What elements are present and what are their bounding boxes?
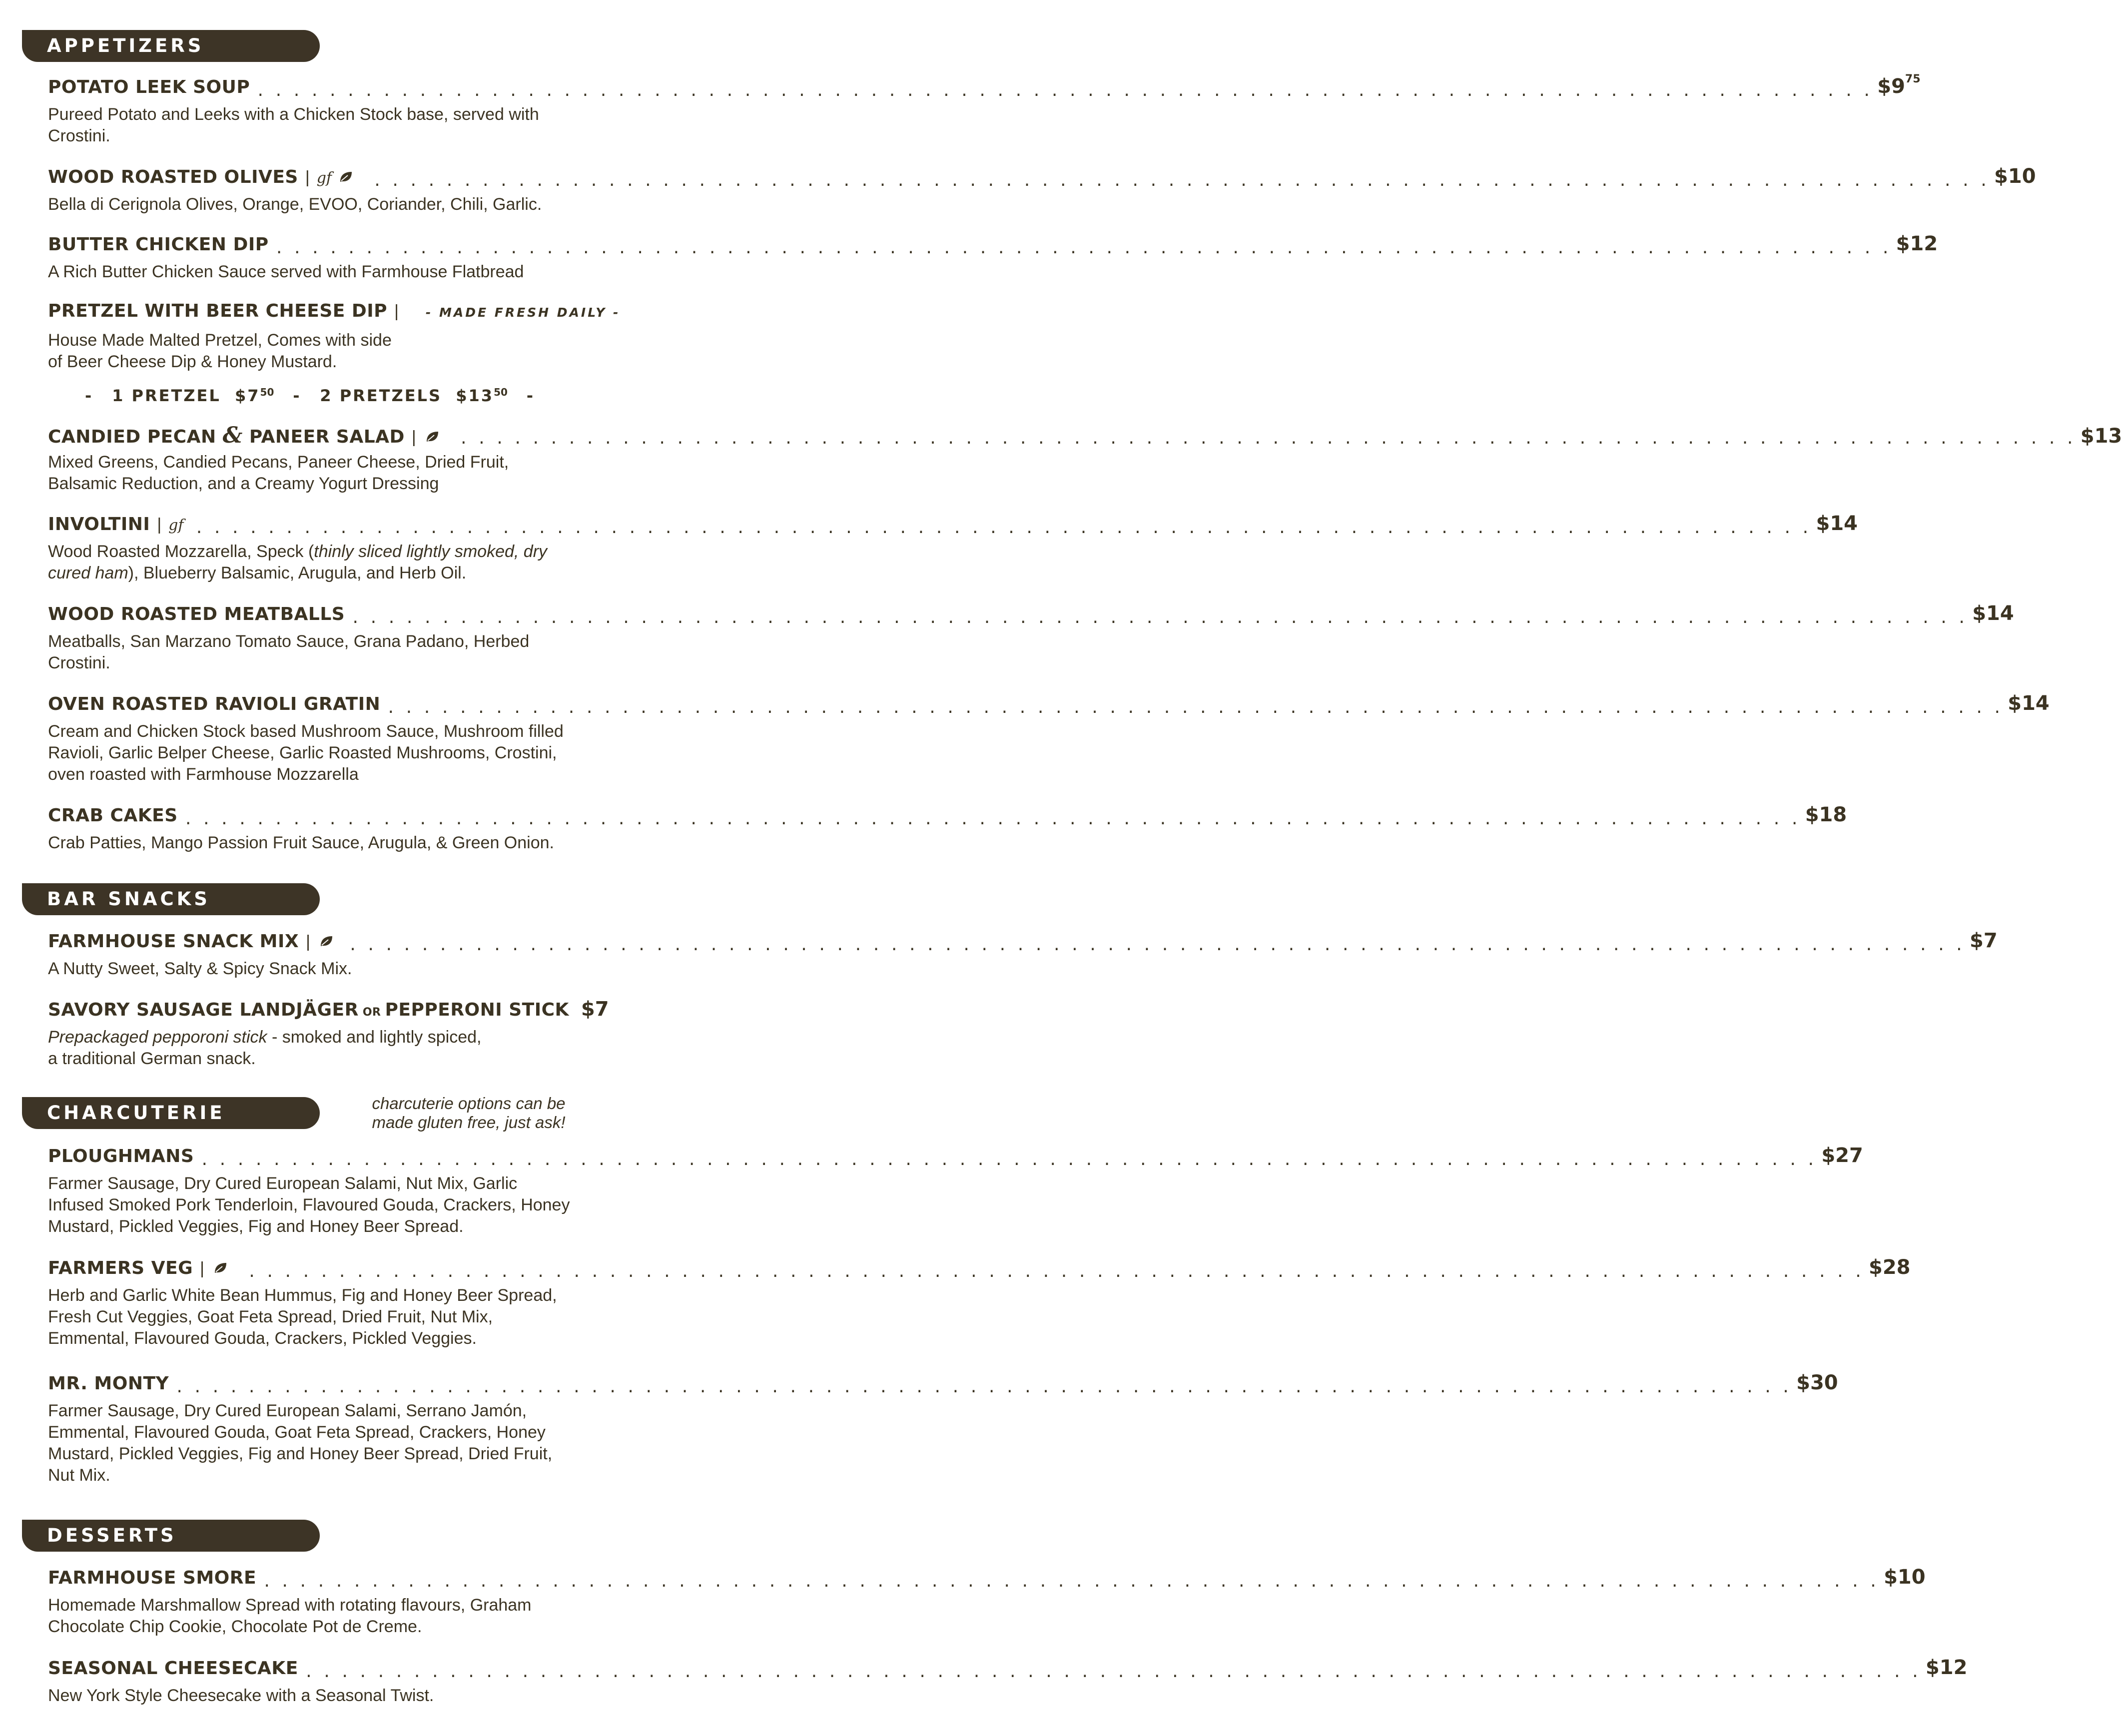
item-price: $7 — [1970, 929, 1998, 952]
item-description-line: of Beer Cheese Dip & Honey Mustard. — [48, 352, 337, 371]
item-name: BUTTER CHICKEN DIP — [48, 234, 269, 255]
item-name: FARMERS VEG — [48, 1258, 193, 1278]
item-description: A Nutty Sweet, Salty & Spicy Snack Mix. — [48, 959, 352, 978]
item-description: Herb and Garlic White Bean Hummus, Fig and Honey Beer Spread, Fresh Cut Veggies, Goat Feta Spread, Dried Fruit, Nut Mix, Emmental, Flavoured Gouda, Crackers, Pickled Veggies. — [48, 1286, 557, 1348]
item-description: Prepackaged pepporoni stick - smoked and lightly spiced, — [48, 1028, 482, 1047]
item-name: CRAB CAKES — [48, 805, 178, 826]
leader-dots — [184, 811, 1799, 828]
item-price: $14 — [2008, 692, 2050, 715]
item-price: $28 — [1869, 1256, 1911, 1279]
leader-dots — [304, 1664, 1920, 1681]
separator: | — [200, 1259, 204, 1278]
leader-dots — [262, 1573, 1878, 1591]
item-description: New York Style Cheesecake with a Seasonal Twist. — [48, 1686, 434, 1705]
separator: | — [306, 932, 310, 951]
separator: | — [411, 428, 416, 447]
item-name: OVEN ROASTED RAVIOLI GRATIN — [48, 694, 381, 714]
menu-item — [48, 73, 1921, 147]
menu-item — [48, 232, 1938, 283]
item-description: Meatballs, San Marzano Tomato Sauce, Grana Padano, Herbed Crostini. — [48, 632, 530, 672]
gluten-free-tag: gf — [168, 517, 184, 534]
item-price: $\$9^{75}$ — [1877, 73, 1921, 98]
menu-item — [48, 1656, 1968, 1707]
pretzel-option-1: 1 PRETZEL $\$7^{50}$ — [112, 386, 274, 405]
appetizers-section — [0, 30, 606, 62]
leaf-icon — [319, 935, 333, 947]
item-name: SEASONAL CHEESECAKE — [48, 1658, 298, 1679]
leader-dots — [351, 609, 1966, 627]
made-fresh-note: - MADE FRESH DAILY - — [425, 305, 621, 320]
menu-item — [48, 165, 2036, 215]
section-title-appetizers: APPETIZERS — [22, 30, 320, 62]
item-description: Bella di Cerignola Olives, Orange, EVOO, Coriander, Chili, Garlic. — [48, 195, 542, 214]
section-title-desserts: DESSERTS — [22, 1520, 320, 1552]
leader-dots — [373, 172, 1988, 190]
section-header — [0, 1094, 606, 1132]
section-header — [0, 883, 606, 915]
leaf-icon — [339, 171, 353, 183]
item-name: INVOLTINI — [48, 514, 150, 535]
item-description-line: a traditional German snack. — [48, 1049, 256, 1068]
item-name: CANDIED PECAN & PANEER SALAD — [48, 423, 405, 448]
item-price: $27 — [1821, 1144, 1863, 1167]
separator: | — [305, 168, 310, 187]
item-price: $30 — [1796, 1371, 1838, 1394]
item-price: $18 — [1805, 803, 1847, 826]
item-description: Farmer Sausage, Dry Cured European Salami, Nut Mix, Garlic Infused Smoked Pork Tenderloin, Flavoured Gouda, Crackers, Honey Mustard, Pickled Veggies, Fig and Honey Beer Spread. — [48, 1174, 570, 1236]
item-name: SAVORY SAUSAGE LANDJÄGER OR PEPPERONI STICK — [48, 1000, 569, 1020]
menu-item — [48, 929, 1998, 980]
item-name: POTATO LEEK SOUP — [48, 77, 250, 97]
item-price: $10 — [1994, 165, 2036, 188]
item-name: WOOD ROASTED MEATBALLS — [48, 604, 345, 624]
menu-item — [48, 1371, 1838, 1486]
leader-dots — [386, 699, 2002, 717]
leaf-icon — [213, 1262, 227, 1274]
menu-item — [48, 1256, 1911, 1349]
menu-item — [48, 423, 2122, 495]
separator: | — [157, 515, 162, 534]
leaf-icon — [425, 431, 439, 443]
item-description-line: House Made Malted Pretzel, Comes with side — [48, 331, 392, 350]
menu-item — [48, 1566, 1926, 1638]
item-price: $7 — [581, 998, 609, 1021]
menu-item — [48, 602, 2014, 674]
charcuterie-section — [0, 1094, 606, 1132]
menu-item — [48, 301, 621, 373]
item-price: $12 — [1896, 232, 1938, 255]
item-description: Wood Roasted Mozzarella, Speck (thinly sliced lightly smoked, dry cured ham), Blueberry Balsamic, Arugula, and Herb Oil. — [48, 542, 548, 582]
leader-dots — [256, 82, 1871, 100]
item-description: Mixed Greens, Candied Pecans, Paneer Cheese, Dried Fruit, Balsamic Reduction, and a Creamy Yogurt Dressing — [48, 453, 509, 493]
leader-dots — [459, 430, 2075, 448]
item-price: $14 — [1972, 602, 2014, 625]
item-name: MR. MONTY — [48, 1373, 169, 1394]
item-description: Cream and Chicken Stock based Mushroom Sauce, Mushroom filled Ravioli, Garlic Belper Cheese, Garlic Roasted Mushrooms, Crostini, oven roasted with Farmhouse Mozzarella — [48, 722, 564, 784]
item-price: $10 — [1884, 1566, 1926, 1589]
item-description: Homemade Marshmallow Spread with rotating flavours, Graham Chocolate Chip Cookie, Chocolate Pot de Creme. — [48, 1596, 532, 1636]
item-name: FARMHOUSE SMORE — [48, 1568, 257, 1588]
item-name: PLOUGHMANS — [48, 1146, 194, 1166]
leader-dots — [275, 240, 1890, 257]
desserts-section — [0, 1520, 606, 1552]
menu-item — [48, 512, 1858, 584]
item-description: Crab Patties, Mango Passion Fruit Sauce, Arugula, & Green Onion. — [48, 833, 554, 852]
menu-item — [48, 998, 609, 1070]
item-name: WOOD ROASTED OLIVES — [48, 167, 298, 187]
item-description: A Rich Butter Chicken Sauce served with Farmhouse Flatbread — [48, 262, 524, 281]
item-description: Pureed Potato and Leeks with a Chicken Stock base, served with Crostini. — [48, 105, 539, 145]
item-description: Farmer Sausage, Dry Cured European Salami, Serrano Jamón, Emmental, Flavoured Gouda, Goat Feta Spread, Crackers, Honey Mustard, Pickled Veggies, Fig and Honey Beer Spread, Dried Fruit, Nut Mix. — [48, 1401, 553, 1485]
leader-dots — [175, 1379, 1790, 1396]
leader-dots — [247, 1263, 1863, 1281]
item-price: $12 — [1925, 1656, 1968, 1679]
gluten-free-note: charcuterie options can be made gluten free, just ask! — [372, 1094, 566, 1132]
menu-item — [48, 803, 1847, 854]
leader-dots — [200, 1152, 1815, 1169]
menu-item — [48, 692, 2050, 785]
separator: | — [394, 302, 399, 321]
item-price: $14 — [1816, 512, 1858, 535]
section-header — [0, 30, 606, 62]
item-price: $13 — [2080, 425, 2122, 448]
menu-item — [48, 1144, 1863, 1237]
item-name: FARMHOUSE SNACK MIX — [48, 931, 299, 952]
section-title-charcuterie: CHARCUTERIE — [22, 1097, 320, 1129]
gluten-free-tag: gf — [316, 169, 332, 187]
leader-dots — [348, 937, 1964, 954]
item-name: PRETZEL WITH BEER CHEESE DIP — [48, 301, 388, 321]
pretzel-options: - 1 PRETZEL $\$7^{50}$ - 2 PRETZELS $\$13^{50}$ - — [85, 386, 535, 405]
leader-dots — [194, 520, 1810, 537]
section-header — [0, 1520, 606, 1552]
pretzel-option-2: 2 PRETZELS $\$13^{50}$ — [320, 386, 508, 405]
bar-snacks-section — [0, 883, 606, 915]
section-title-bar-snacks: BAR SNACKS — [22, 883, 320, 915]
